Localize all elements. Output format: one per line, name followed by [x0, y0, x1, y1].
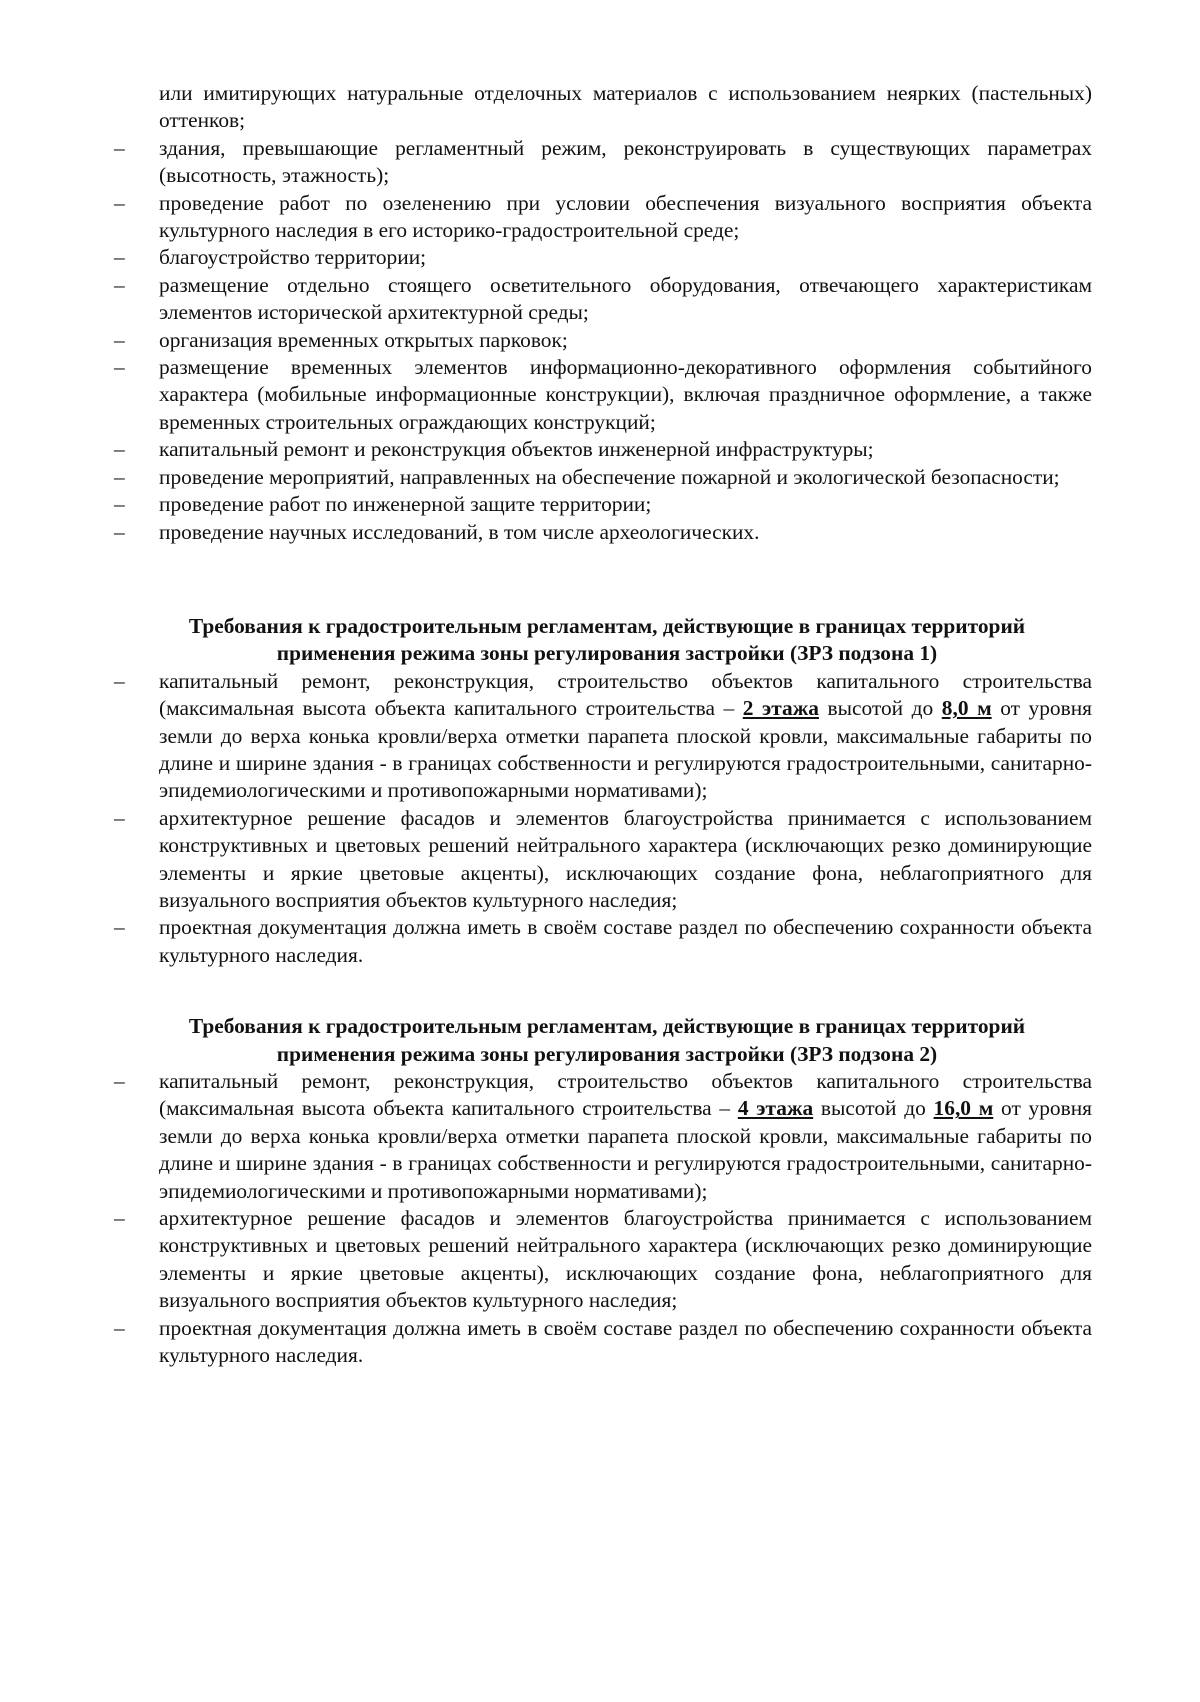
section-heading: [114, 613, 1092, 668]
requirements-list: [114, 668, 1092, 969]
list-item-text: капитальный ремонт и реконструкция объектов инженерной инфраструктуры;: [159, 437, 874, 462]
requirements-list: [114, 1068, 1092, 1369]
continued-paragraph: [114, 80, 1092, 135]
list-item-text: размещение временных элементов информационно-декоративного оформления событийного характера (мобильные информационные конструкции), включая праздничное оформление, а также временных строительных ограждающих конструкций;: [159, 355, 1092, 434]
section-spacer: [114, 969, 1092, 1013]
bullet-dash: –: [114, 1206, 125, 1231]
bullet-dash: –: [114, 915, 125, 940]
list-item-text: архитектурное решение фасадов и элементов благоустройства принимается с использованием конструктивных и цветовых решений нейтрального характера (исключающих резко доминирующие элементы и яркие цветовые акценты), исключающих создание фона, неблагоприятного для визуального восприятия объектов культурного наследия;: [159, 1206, 1092, 1313]
bullet-dash: –: [114, 492, 125, 517]
list-item-text: благоустройство территории;: [159, 245, 427, 270]
bullet-dash: –: [114, 135, 125, 160]
bullet-dash: –: [114, 437, 125, 462]
text-segment: от уровня земли до верха конька кровли/верха отметки парапета плоской кровли, максимальные габариты по длине и ширине здания - в границах собственности и регулируются градостроительными, санитарно-эпидемиологическими и противопожарными нормативами);: [159, 1096, 1092, 1203]
bullet-dash: –: [114, 519, 125, 544]
list-item: [114, 668, 1092, 805]
bullet-dash: –: [114, 190, 125, 215]
list-item-text: проведение работ по инженерной защите территории;: [159, 492, 652, 517]
list-item-text: проведение научных исследований, в том числе археологических.: [159, 519, 760, 544]
bullet-dash: –: [114, 1315, 125, 1340]
list-item: [114, 327, 1092, 354]
list-item: [114, 1315, 1092, 1370]
list-item: [114, 190, 1092, 245]
list-item: [114, 805, 1092, 915]
list-item: [114, 1205, 1092, 1315]
list-item: [114, 135, 1092, 190]
list-item-text: [159, 668, 1092, 805]
max-floors-value: 4 этажа: [737, 1096, 814, 1121]
section-heading-line: Требования к градостроительным регламентам, действующие в границах территорий: [188, 1014, 1026, 1039]
list-item-text: архитектурное решение фасадов и элементов благоустройства принимается с использованием конструктивных и цветовых решений нейтрального характера (исключающих резко доминирующие элементы и яркие цветовые акценты), исключающих создание фона, неблагоприятного для визуального восприятия объектов культурного наследия;: [159, 805, 1092, 912]
text-segment: высотой до: [818, 696, 942, 721]
max-floors-value: 2 этажа: [742, 696, 819, 721]
list-item: [114, 354, 1092, 436]
bullet-dash: –: [114, 327, 125, 352]
section-heading: [114, 1013, 1092, 1068]
list-item: [114, 272, 1092, 327]
list-item: [114, 464, 1092, 491]
list-item: [114, 436, 1092, 463]
list-item-text: организация временных открытых парковок;: [159, 327, 568, 352]
bullet-dash: –: [114, 272, 125, 297]
list-item-text: проведение мероприятий, направленных на обеспечение пожарной и экологической безопасности;: [159, 464, 1060, 489]
text-segment: от уровня земли до верха конька кровли/верха отметки парапета плоской кровли, максимальные габариты по длине и ширине здания - в границах собственности и регулируются градостроительными, санитарно-эпидемиологическими и противопожарными нормативами);: [159, 696, 1093, 803]
text-segment: капитальный ремонт, реконструкция, строительство объектов капитального строительства (максимальная высота объекта капитального строительства –: [159, 1069, 1092, 1121]
list-item-text: проектная документация должна иметь в своём составе раздел по обеспечению сохранности объекта культурного наследия.: [159, 1315, 1092, 1368]
section-heading-line: Требования к градостроительным регламентам, действующие в границах территорий: [188, 613, 1026, 638]
bullet-dash: –: [114, 355, 125, 380]
list-item: [114, 519, 1092, 546]
bullet-dash: –: [114, 668, 125, 693]
list-item: [114, 244, 1092, 271]
list-item-text: здания, превышающие регламентный режим, реконструировать в существующих параметрах (высотность, этажность);: [159, 135, 1092, 188]
list-item: [114, 914, 1092, 969]
list-item-text: размещение отдельно стоящего осветительного оборудования, отвечающего характеристикам элементов исторической архитектурной среды;: [159, 272, 1092, 325]
bullet-dash: –: [114, 464, 125, 489]
section-zrz-subzone-1: [114, 613, 1092, 969]
list-item: [114, 1068, 1092, 1205]
text-segment: высотой до: [813, 1096, 934, 1121]
list-item-text: проведение работ по озеленению при условии обеспечения визуального восприятия объекта культурного наследия в его историко-градостроительной среде;: [159, 190, 1092, 243]
text-segment: капитальный ремонт, реконструкция, строительство объектов капитального строительства (максимальная высота объекта капитального строительства –: [159, 668, 1092, 721]
continued-paragraph-text: или имитирующих натуральные отделочных материалов с использованием неярких (пастельных) оттенков;: [159, 81, 1092, 133]
list-item-text: [159, 1068, 1092, 1205]
bullet-dash: –: [114, 1069, 125, 1093]
bullet-dash: –: [114, 805, 125, 830]
bullet-dash: –: [114, 245, 125, 270]
list-item-text: проектная документация должна иметь в своём составе раздел по обеспечению сохранности объекта культурного наследия.: [159, 915, 1092, 967]
max-height-value: 8,0 м: [941, 696, 992, 721]
max-height-value: 16,0 м: [933, 1096, 994, 1121]
section-zrz-subzone-2: [114, 1013, 1092, 1369]
list-item: [114, 491, 1092, 518]
section-heading-line: применения режима зоны регулирования застройки (ЗРЗ подзона 2): [276, 1041, 938, 1066]
section-spacer: [114, 546, 1092, 613]
intro-list: [114, 135, 1092, 546]
section-heading-line: применения режима зоны регулирования застройки (ЗРЗ подзона 1): [276, 641, 938, 666]
